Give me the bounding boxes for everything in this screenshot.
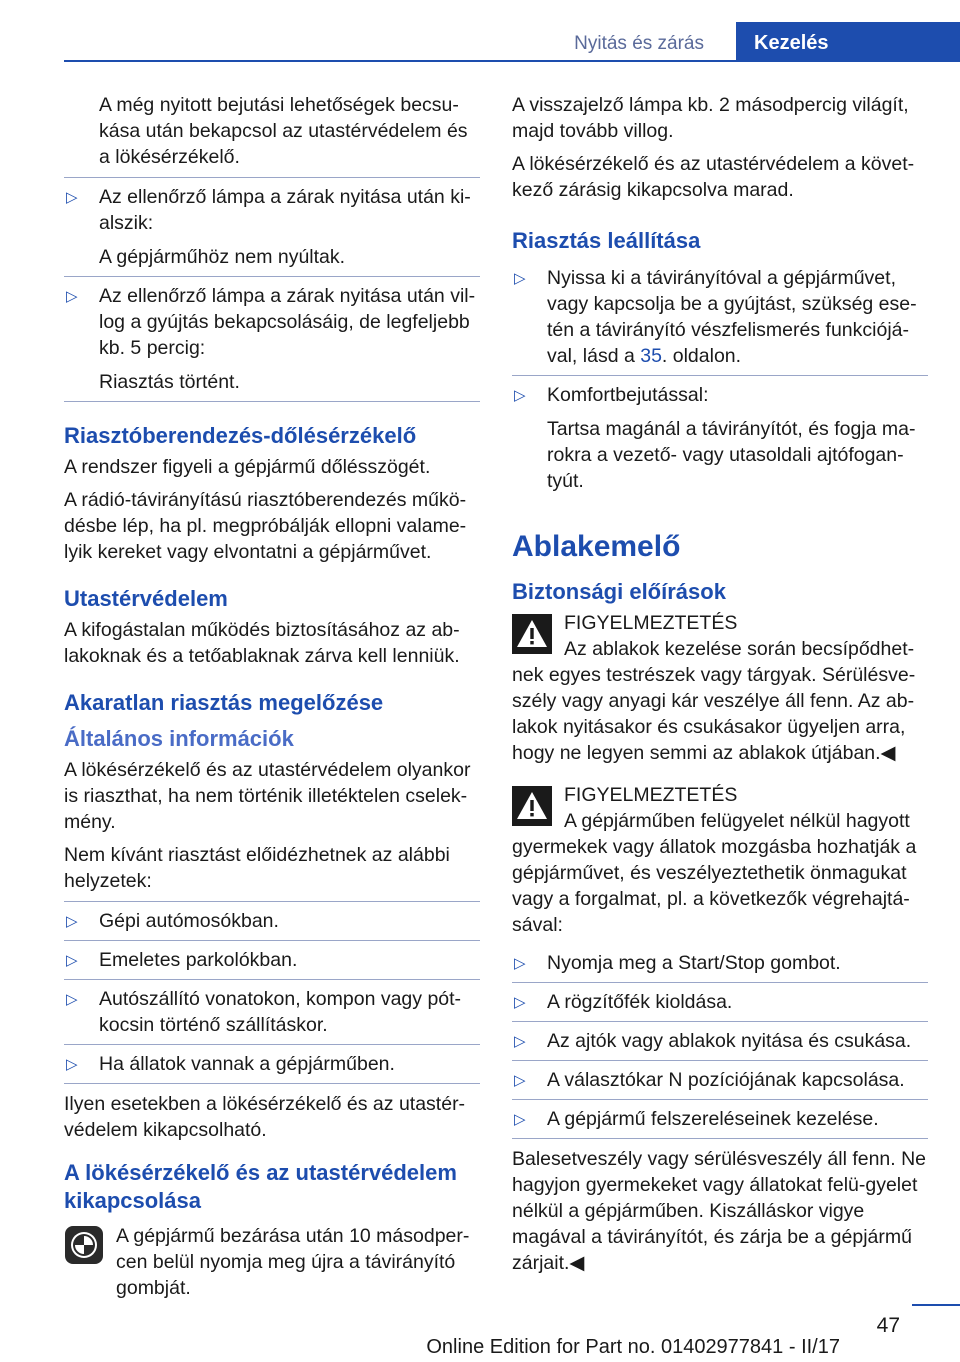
- list-item-text-part: Nyissa ki a távirányítóval a gépjárművet, vagy kapcsolja be a gyújtást, szükség ese‐tén a távirányító vészfelismerés funkciójá‐val, lásd a: [547, 267, 917, 367]
- list-item: [64, 901, 480, 940]
- warning-icon: [512, 614, 552, 654]
- triangle-bullet-icon: ▷: [514, 270, 526, 287]
- list-item: [64, 276, 480, 401]
- triangle-bullet-icon: ▷: [514, 994, 526, 1011]
- triangle-bullet-icon: ▷: [66, 288, 78, 305]
- list-item-text: [547, 265, 928, 369]
- switch-off-paragraph: A gépjármű bezárása után 10 másodper‐cen belül nyomja meg újra a távirányító gombját.: [116, 1225, 470, 1299]
- footer-rule: [912, 1304, 960, 1306]
- warning-icon: [512, 786, 552, 826]
- general-paragraph-1: A lökésérzékelő és az utastérvédelem olyankor is riaszthat, ha nem történik illetéktelen cselek‐mény.: [64, 759, 471, 833]
- header-rule: [64, 60, 960, 62]
- switch-off-block: [64, 1223, 480, 1301]
- list-item: [512, 1099, 928, 1139]
- list-item: [64, 940, 480, 979]
- list-item-text: Ha állatok vannak a gépjárműben.: [99, 1053, 395, 1075]
- bullet-list-lamp: [64, 177, 480, 402]
- heading-interior-protection: Utastérvédelem: [64, 586, 228, 611]
- tilt-paragraph-2: A rádió-távirányítású riasztóberendezés műkö‐désbe lép, ha pl. megpróbálják ellopni valame‐lyik kereket vagy elvontatni a gépjárművet.: [64, 489, 467, 563]
- page-number: 47: [876, 1314, 900, 1337]
- tilt-paragraph-1: A rendszer figyeli a gépjármű dőlésszögét.: [64, 456, 431, 478]
- general-paragraph-3: Ilyen esetekben a lökésérzékelő és az utastér‐védelem kikapcsolható.: [64, 1093, 466, 1141]
- triangle-bullet-icon: ▷: [66, 1056, 78, 1073]
- bullet-list-stop: [512, 259, 928, 500]
- bullet-list-situations: [64, 901, 480, 1084]
- list-item-text: A rögzítőfék kioldása.: [547, 991, 733, 1013]
- triangle-bullet-icon: ▷: [66, 189, 78, 206]
- list-item: [512, 1060, 928, 1099]
- heading-safety: Biztonsági előírások: [512, 579, 726, 604]
- heading-tilt-sensor: Riasztóberendezés-dőlésérzékelő: [64, 423, 417, 448]
- interior-paragraph: A kifogástalan működés biztosításához az ab‐lakoknak és a tetőablaknak zárva kell lenniük.: [64, 619, 460, 667]
- warning-block-2: [512, 782, 928, 938]
- heading-general-info: Általános információk: [64, 726, 294, 751]
- heading-avoid-alarm: Akaratlan riasztás megelőzése: [64, 690, 384, 715]
- triangle-bullet-icon: ▷: [66, 952, 78, 969]
- list-item: [64, 979, 480, 1044]
- list-item: [512, 259, 928, 375]
- left-column: [64, 92, 480, 1308]
- list-item-sub: Tartsa magánál a távirányítót, és fogja ma‐rokra a vezető- vagy utasoldali ajtófogan‐tyút.: [547, 418, 916, 492]
- warning-text: Az ablakok kezelése során becsípődhet‐nek egyes testrészek vagy tárgyak. Sérülésve‐szély vagy anyagi kár veszélye áll fenn. Az ab‐lakok nyitásakor és csukásakor ügyeljen arra, hogy ne legyen semmi az ablakok útjában.◀: [512, 638, 916, 764]
- list-item-sub: A gépjárműhöz nem nyúltak.: [99, 246, 346, 268]
- list-item-sub: Riasztás történt.: [99, 371, 240, 393]
- triangle-bullet-icon: ▷: [514, 1111, 526, 1128]
- list-item-text: Az ellenőrző lámpa a zárak nyitása után vil‐log a gyújtás bekapcsolásáig, de legfeljebb kb. 5 percig:: [99, 285, 476, 359]
- bullet-list-actions: [512, 944, 928, 1139]
- footer-edition: Online Edition for Part no. 01402977841 - II/17: [426, 1336, 840, 1358]
- list-item-text: A gépjármű felszereléseinek kezelése.: [547, 1108, 879, 1130]
- list-item-text: Autószállító vonatokon, kompon vagy pót‐kocsin történő szállításkor.: [99, 988, 462, 1036]
- warning-text: A gépjárműben felügyelet nélkül hagyott gyermekek vagy állatok mozgásba hozhatják a gépjárművet, és veszélyeztethetik önmagukat vagy a forgalmat, pl. a következők végrehajtá‐sával:: [512, 810, 917, 936]
- triangle-bullet-icon: ▷: [514, 1033, 526, 1050]
- triangle-bullet-icon: ▷: [514, 1072, 526, 1089]
- list-item-text-part: . oldalon.: [661, 345, 742, 367]
- warning-block-1: [512, 610, 928, 766]
- lamp-paragraph: A visszajelző lámpa kb. 2 másodpercig világít, majd tovább villog.: [512, 94, 909, 142]
- intro-paragraph: A még nyitott bejutási lehetőségek becsu‐kása után bekapcsol az utastérvédelem és a lökésérzékelő.: [99, 94, 468, 168]
- chapter-heading-windows: Ablakemelő: [512, 530, 681, 563]
- list-item: [512, 944, 928, 982]
- right-column: [512, 92, 928, 1283]
- list-item-text: Gépi autómosókban.: [99, 910, 279, 932]
- list-item-text: Nyomja meg a Start/Stop gombot.: [547, 952, 841, 974]
- warning-label: FIGYELMEZTETÉS: [564, 612, 738, 634]
- list-item-text: A választókar N pozíciójának kapcsolása.: [547, 1069, 905, 1091]
- bmw-key-icon: [64, 1225, 104, 1265]
- closing-warning-paragraph: Balesetveszély vagy sérülésveszély áll fenn. Ne hagyjon gyermekeket vagy állatokat felü‐gyelet nélkül a gépjárműben. Kiszálláskor vigye magával a távirányítót, és zárja be a gépjármű zárjait.◀: [512, 1148, 927, 1274]
- triangle-bullet-icon: ▷: [514, 387, 526, 404]
- page-header: [0, 0, 960, 62]
- off-until-next-paragraph: A lökésérzékelő és az utastérvédelem a követ‐kező zárásig kikapcsolva marad.: [512, 153, 915, 201]
- list-item: [512, 1021, 928, 1060]
- triangle-bullet-icon: ▷: [514, 955, 526, 972]
- triangle-bullet-icon: ▷: [66, 991, 78, 1008]
- header-chapter-tab: Kezelés: [736, 22, 960, 62]
- list-item-text: Komfortbejutással:: [547, 384, 709, 406]
- heading-stop-alarm: Riasztás leállítása: [512, 228, 701, 253]
- triangle-bullet-icon: ▷: [66, 913, 78, 930]
- warning-label: FIGYELMEZTETÉS: [564, 784, 738, 806]
- list-item-text: Az ajtók vagy ablakok nyitása és csukása.: [547, 1030, 912, 1052]
- list-item: [512, 375, 928, 500]
- heading-switch-off: A lökésérzékelő és az utastérvédelem kikapcsolása: [64, 1160, 457, 1213]
- header-section-title: Nyitás és zárás: [574, 33, 704, 54]
- list-item: [64, 177, 480, 276]
- list-item: [64, 1044, 480, 1083]
- general-paragraph-2: Nem kívánt riasztást előidézhetnek az alábbi helyzetek:: [64, 844, 450, 892]
- page-link-35[interactable]: 35: [640, 345, 662, 367]
- list-item-text: Az ellenőrző lámpa a zárak nyitása után ki‐alszik:: [99, 186, 471, 234]
- list-item-text: Emeletes parkolókban.: [99, 949, 298, 971]
- list-item: [512, 982, 928, 1021]
